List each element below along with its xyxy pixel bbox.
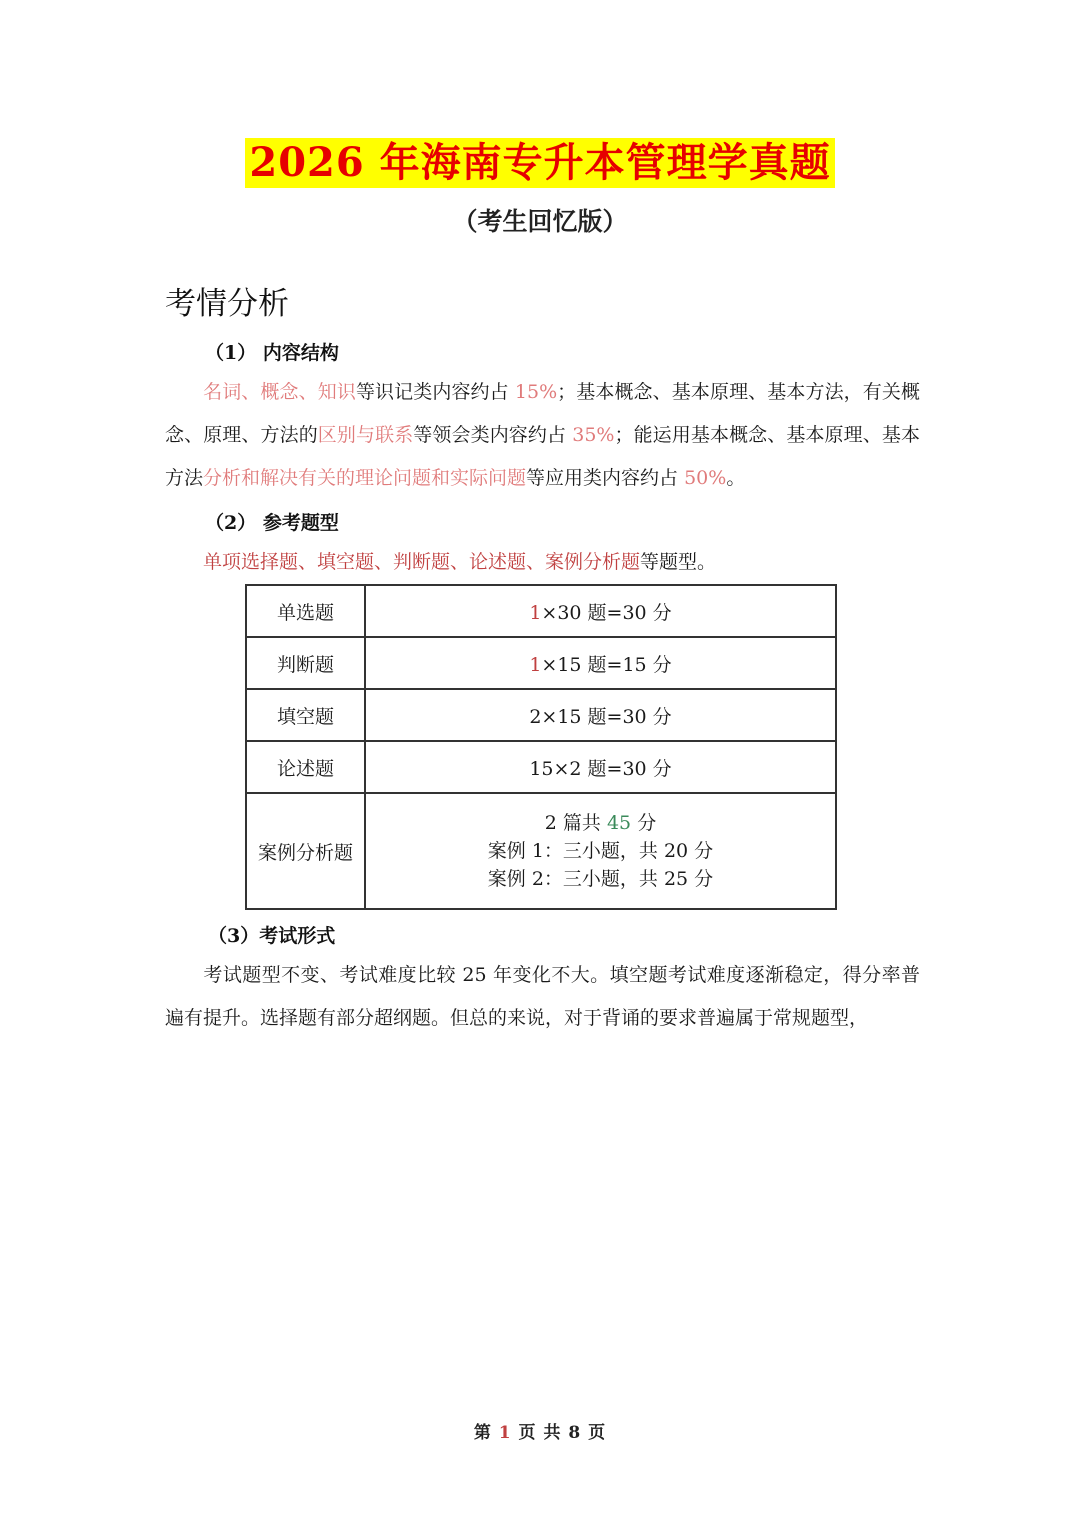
case-total-b: 分 <box>631 812 657 834</box>
question-types-list: 单项选择题、填空题、判断题、论述题、案例分析题 <box>203 551 641 573</box>
case-total-number: 45 <box>606 812 632 834</box>
highlight-understand: 区别与联系 <box>317 424 414 446</box>
question-types-paragraph <box>165 541 920 584</box>
score-rest: 15×2 题=30 分 <box>529 757 672 780</box>
question-type-table <box>245 584 837 910</box>
text-segment: ；基本概念、基本原理、基本方法，有关概念、原理、方法的 <box>165 381 920 446</box>
text-segment: 等领会类内容约占 <box>413 424 573 446</box>
score-cell <box>365 637 836 689</box>
highlight-recall: 名词、概念、知识 <box>203 381 356 403</box>
question-type-cell: 填空题 <box>246 689 365 741</box>
question-type-cell: 案例分析题 <box>246 793 365 909</box>
text-segment: ；能运用基本概念、基本原理、基本方法 <box>165 424 920 489</box>
score-prefix: 1 <box>529 653 542 676</box>
table-row <box>246 585 836 637</box>
table-row <box>246 637 836 689</box>
score-rest: ×15 题=15 分 <box>541 653 672 676</box>
footer-suffix: 页 <box>581 1423 607 1443</box>
percent-understand: 35% <box>572 424 615 446</box>
section-title: 考情分析 <box>165 286 289 322</box>
table-row-case <box>246 793 836 909</box>
footer-total-pages: 8 <box>568 1423 582 1443</box>
highlight-apply: 分析和解决有关的理论问题和实际问题 <box>203 467 527 489</box>
content-structure-paragraph <box>165 371 920 500</box>
title-wrap <box>0 138 1080 188</box>
page-subtitle: （考生回忆版） <box>452 207 628 236</box>
question-type-cell: 单选题 <box>246 585 365 637</box>
score-cell <box>365 741 836 793</box>
footer-middle: 页 共 <box>511 1423 569 1443</box>
text-segment: 等识记类内容约占 <box>355 381 515 403</box>
text-segment: 等题型。 <box>640 551 717 573</box>
footer-page-number: 1 <box>498 1423 512 1443</box>
content-structure-heading: （1） 内容结构 <box>205 342 339 364</box>
score-prefix: 1 <box>529 601 542 624</box>
score-cell <box>365 689 836 741</box>
table-row <box>246 741 836 793</box>
score-rest: ×30 题=30 分 <box>541 601 672 624</box>
case-1-line: 案例 1：三小题，共 20 分 <box>487 840 714 862</box>
exam-form-paragraph <box>165 954 920 1040</box>
text-segment: 。 <box>726 467 746 489</box>
case-2-line: 案例 2：三小题，共 25 分 <box>487 868 714 890</box>
text-segment: 等应用类内容约占 <box>526 467 685 489</box>
case-score-cell <box>365 793 836 909</box>
page-footer <box>0 1418 1080 1443</box>
score-cell <box>365 585 836 637</box>
question-type-cell: 判断题 <box>246 637 365 689</box>
exam-form-heading: （3）考试形式 <box>208 925 336 947</box>
case-total-a: 2 篇共 <box>544 812 607 834</box>
percent-apply: 50% <box>684 467 727 489</box>
table-row <box>246 689 836 741</box>
question-type-cell: 论述题 <box>246 741 365 793</box>
score-rest: 2×15 题=30 分 <box>529 705 672 728</box>
exam-form-text: 考试题型不变、考试难度比较 25 年变化不大。填空题考试难度逐渐稳定，得分率普遍有提升。选择题有部分超纲题。但总的来说，对于背诵的要求普遍属于常规题型， <box>165 964 920 1029</box>
question-types-heading: （2） 参考题型 <box>205 512 339 534</box>
footer-prefix: 第 <box>473 1423 499 1443</box>
page-title: 2026 年海南专升本管理学真题 <box>245 138 834 188</box>
percent-recall: 15% <box>514 381 558 403</box>
case-total-line <box>366 809 835 837</box>
